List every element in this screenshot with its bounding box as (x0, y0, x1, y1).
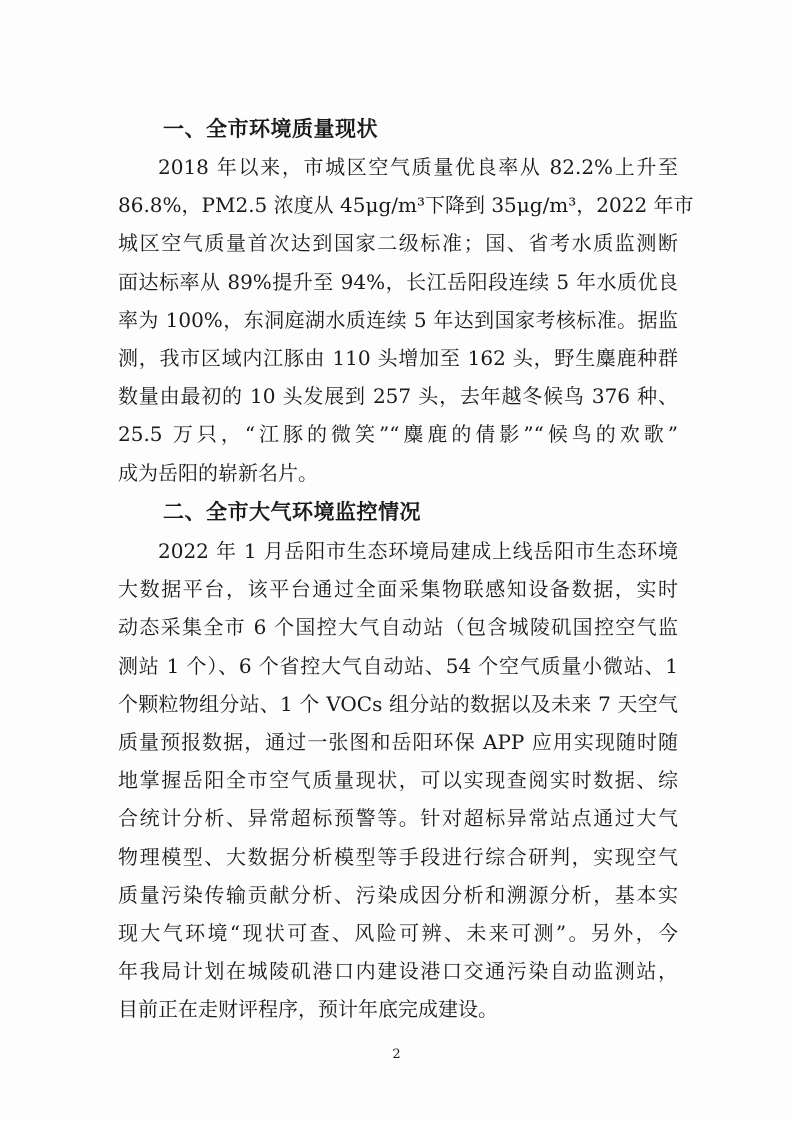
section-body-environment-quality (118, 148, 694, 492)
section-heading-air-monitoring: 二、全市大气环境监控情况 (163, 500, 421, 524)
text-line: 城区空气质量首次达到国家二级标准；国、省考水质监测断 (118, 231, 678, 256)
text-line: 2022 年 1 月岳阳市生态环境局建成上线岳阳市生态环境 (158, 539, 678, 563)
text-line: 质量污染传输贡献分析、污染成因分析和溯源分析，基本实 (118, 882, 678, 907)
text-line: 面达标率从 89%提升至 94%，长江岳阳段连续 5 年水质优良 (118, 269, 678, 294)
text-line: 数量由最初的 10 头发展到 257 头，去年越冬候鸟 376 种、 (118, 384, 678, 409)
text-line: 动态采集全市 6 个国控大气自动站（包含城陵矶国控空气监 (118, 615, 678, 640)
text-line: 地掌握岳阳全市空气质量现状，可以实现查阅实时数据、综 (118, 768, 678, 793)
section-body-air-monitoring (118, 532, 678, 1028)
text-line: 86.8%，PM2.5 浓度从 45μg/m³下降到 35μg/m³，2022 年市 (118, 193, 694, 218)
text-line: 率为 100%，东洞庭湖水质连续 5 年达到国家考核标准。据监 (118, 307, 678, 332)
text-line: 物理模型、大数据分析模型等手段进行综合研判，实现空气 (118, 844, 678, 869)
page-number: 2 (392, 1047, 401, 1062)
text-line: 目前正在走财评程序，预计年底完成建设。 (118, 997, 498, 1022)
text-line: 年我局计划在城陵矶港口内建设港口交通污染自动监测站， (118, 959, 678, 984)
text-line: 现大气环境“现状可查、风险可辨、未来可测”。另外，今 (118, 920, 678, 945)
text-line: 测，我市区域内江豚由 110 头增加至 162 头，野生麋鹿种群 (118, 345, 678, 370)
text-line: 大数据平台，该平台通过全面采集物联感知设备数据，实时 (118, 577, 678, 602)
text-line: 个颗粒物组分站、1 个 VOCs 组分站的数据以及未来 7 天空气 (118, 691, 678, 716)
text-line: 25.5 万只，“江豚的微笑”“麋鹿的倩影”“候鸟的欢歌” (118, 422, 678, 447)
text-line: 成为岳阳的崭新名片。 (118, 460, 318, 485)
text-line: 2018 年以来，市城区空气质量优良率从 82.2%上升至 (158, 155, 678, 179)
section-heading-environment-quality: 一、全市环境质量现状 (163, 117, 378, 141)
text-line: 质量预报数据，通过一张图和岳阳环保 APP 应用实现随时随 (118, 729, 678, 754)
text-line: 测站 1 个）、6 个省控大气自动站、54 个空气质量小微站、1 (118, 653, 678, 678)
text-line: 合统计分析、异常超标预警等。针对超标异常站点通过大气 (118, 806, 678, 831)
